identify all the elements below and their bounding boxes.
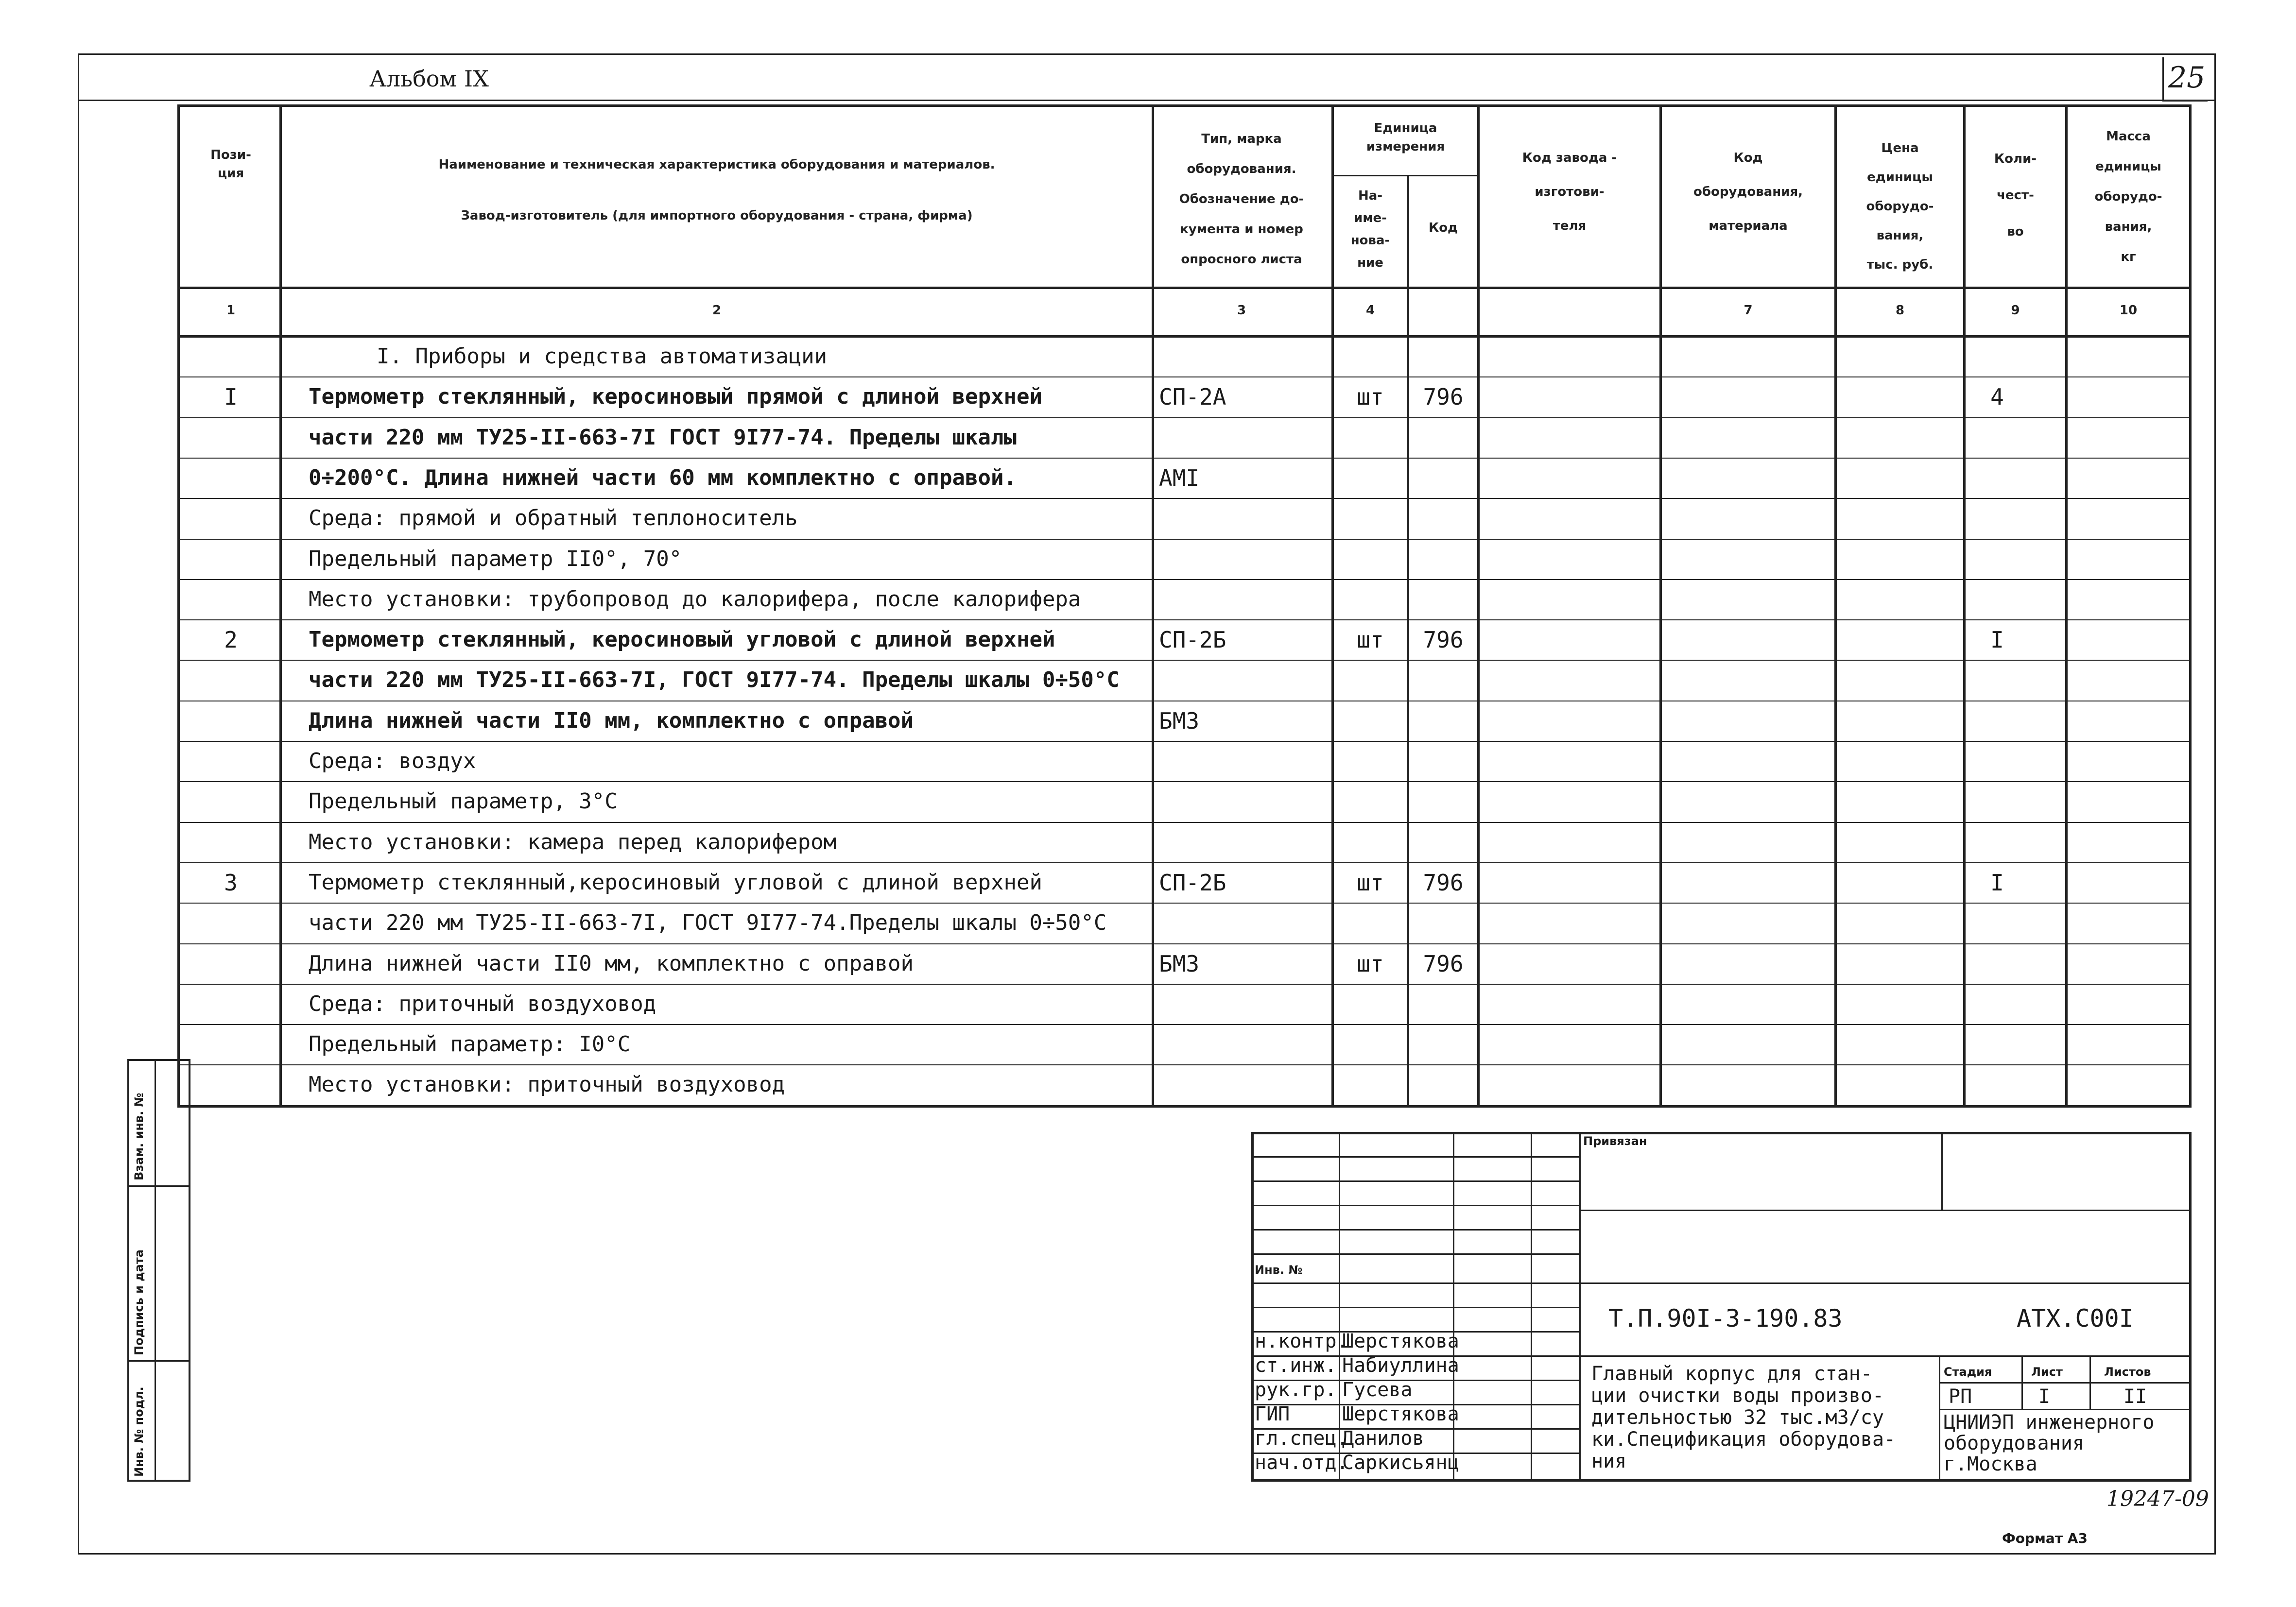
sheet-value: I xyxy=(2038,1385,2051,1408)
tb-v-r1 xyxy=(1939,1355,1940,1482)
row-name: Среда: воздух xyxy=(309,749,476,773)
row-unit: шт xyxy=(1357,627,1384,653)
colnum-3: 3 xyxy=(1237,303,1246,318)
hdr-equip-code: Код оборудования, материала xyxy=(1693,151,1803,233)
colnum-2: 2 xyxy=(712,303,722,318)
row-name: Среда: прямой и обратный теплоноситель xyxy=(309,506,798,531)
section-heading: I. Приборы и средства автоматизации xyxy=(377,344,828,369)
row-line-right xyxy=(1477,417,2192,418)
tb-h-left-6 xyxy=(1251,1307,1579,1308)
org-line: ЦНИИЭП инженерного xyxy=(1944,1411,2155,1434)
side-inv-podl: Инв. № подл. xyxy=(132,1386,146,1477)
row-line-right xyxy=(1477,498,2192,499)
signer-role: н.контр. xyxy=(1255,1330,1348,1352)
row-name: Длина нижней части II0 мм, комплектно с оправой xyxy=(309,708,914,733)
side-vzam: Взам. инв. № xyxy=(132,1093,146,1180)
unit-split xyxy=(1331,175,1477,176)
row-name: Термометр стеклянный, керосиновый прямой с длиной верхней xyxy=(309,384,1042,410)
colnum-9: 9 xyxy=(2011,303,2020,318)
signer-role: гл.спец. xyxy=(1255,1427,1348,1450)
signer-role: ст.инж. xyxy=(1255,1354,1337,1377)
row-unit: шт xyxy=(1357,950,1384,977)
inv-no-label: Инв. № xyxy=(1255,1263,1303,1277)
hdr-type: Тип, марка оборудования. Обозначение до- кумента и номер опросного листа xyxy=(1179,132,1304,267)
tb-v-r0 xyxy=(1941,1132,1943,1210)
side-stamp-h1 xyxy=(127,1185,190,1187)
hdr-unit-group: Единица измерения xyxy=(1366,121,1445,154)
col-div-8 xyxy=(1963,104,1966,1108)
row-name: 0÷200°С. Длина нижней части 60 мм комплектно с оправой. xyxy=(309,465,1017,490)
page-number: 25 xyxy=(2168,61,2206,95)
colnum-1: 1 xyxy=(226,303,236,318)
row-line-right xyxy=(1477,822,2192,823)
row-name: Место установки: камера перед калорифером xyxy=(309,829,837,855)
signer-role: ГИП xyxy=(1255,1403,1290,1425)
row-line-right xyxy=(1477,579,2192,580)
row-position: I xyxy=(224,384,238,410)
stamp-number: 19247-09 xyxy=(2106,1487,2209,1511)
privyazan-label: Привязан xyxy=(1583,1134,1647,1148)
colnum-4: 4 xyxy=(1365,303,1375,318)
row-type: СП-2Б xyxy=(1159,627,1226,653)
row-line-right xyxy=(1477,376,2192,377)
row-name: Термометр стеклянный, керосиновый угловой с длиной верхней xyxy=(309,627,1055,652)
row-line-right xyxy=(1477,862,2192,863)
description-line: Главный корпус для стан- xyxy=(1591,1363,1872,1385)
row-code: 796 xyxy=(1423,950,1464,977)
org-line: оборудования xyxy=(1944,1432,2084,1454)
tb-v4 xyxy=(1579,1132,1581,1482)
row-qty: I xyxy=(1990,627,2004,653)
col-div-5 xyxy=(1477,104,1480,1108)
hdr-unit-code: Код xyxy=(1428,221,1458,235)
sheet-label: Лист xyxy=(2031,1365,2063,1379)
row-type: БМ3 xyxy=(1159,950,1200,977)
tb-h-left-1 xyxy=(1251,1180,1579,1182)
signer-name: Набиуллина xyxy=(1342,1354,1459,1377)
row-name: Термометр стеклянный,керосиновый угловой с длиной верхней xyxy=(309,870,1042,895)
sheets-value: II xyxy=(2123,1385,2147,1408)
signer-name: Данилов xyxy=(1342,1427,1424,1450)
signer-role: нач.отд. xyxy=(1255,1452,1348,1474)
hdr-name-line2: Завод-изготовитель (для импортного оборудования - страна, фирма) xyxy=(461,208,973,223)
row-line-right xyxy=(1477,903,2192,904)
tb-h-left-4 xyxy=(1251,1253,1579,1255)
row-name: Длина нижней части II0 мм, комплектно с оправой xyxy=(309,951,914,976)
header-bottom xyxy=(177,287,2192,289)
tb-h-left-3 xyxy=(1251,1229,1579,1231)
hdr-maker-code: Код завода - изготови- теля xyxy=(1522,151,1617,233)
hdr-unit-name: На- име- нова- ние xyxy=(1350,188,1390,270)
tb-h-left-5 xyxy=(1251,1282,1579,1284)
row-line-right xyxy=(1477,943,2192,944)
row-code: 796 xyxy=(1423,384,1464,410)
row-name: Предельный параметр: I0°С xyxy=(309,1032,631,1057)
signer-name: Шерстякова xyxy=(1342,1330,1459,1352)
side-stamp-div xyxy=(155,1059,156,1482)
row-unit: шт xyxy=(1357,869,1384,896)
hdr-name-line1: Наименование и техническая характеристика оборудования и материалов. xyxy=(438,157,995,172)
row-type: БМ3 xyxy=(1159,707,1200,734)
description-line: ции очистки воды произво- xyxy=(1591,1385,1884,1407)
stage-label: Стадия xyxy=(1944,1365,1992,1379)
colnum-10: 10 xyxy=(2119,303,2138,318)
format-label: Формат А3 xyxy=(2002,1530,2088,1546)
row-line-right xyxy=(1477,539,2192,540)
signer-name: Саркисьянц xyxy=(1342,1452,1459,1474)
row-line-right xyxy=(1477,660,2192,661)
doc-code xyxy=(1608,1304,1843,1333)
row-line-right xyxy=(1477,984,2192,985)
col-div-1 xyxy=(279,104,282,1108)
side-podpis: Подпись и дата xyxy=(132,1249,146,1355)
hdr-position: Пози- ция xyxy=(210,148,251,181)
doc-code-text: Т.П.90I-3-190.83 xyxy=(1608,1304,1843,1333)
col-div-6 xyxy=(1659,104,1662,1108)
row-line-right xyxy=(1477,619,2192,620)
tb-h-r2 xyxy=(1579,1282,2192,1284)
row-name: части 220 мм ТУ25-II-663-7I, ГОСТ 9I77-74.Пределы шкалы 0÷50°С xyxy=(309,910,1107,936)
row-name: Место установки: трубопровод до калорифера, после калорифера xyxy=(309,586,1081,612)
tb-h-r4 xyxy=(1939,1382,2192,1384)
tb-h-r3 xyxy=(1579,1355,2192,1357)
row-position: 2 xyxy=(224,627,238,653)
row-name: части 220 мм ТУ25-II-663-7I ГОСТ 9I77-74. Пределы шкалы xyxy=(309,425,1017,450)
row-code: 796 xyxy=(1423,627,1464,653)
row-qty: 4 xyxy=(1990,384,2004,410)
signer-name: Гусева xyxy=(1342,1379,1413,1401)
org-line: г.Москва xyxy=(1944,1453,2037,1475)
row-line-right xyxy=(1477,1024,2192,1025)
row-name: Предельный параметр, 3°С xyxy=(309,789,618,814)
row-name: Среда: приточный воздуховод xyxy=(309,991,656,1016)
tb-h-r5 xyxy=(1939,1409,2192,1410)
tb-h-r1 xyxy=(1579,1210,2192,1211)
hdr-qty: Коли- чест- во xyxy=(1994,152,2037,239)
colnum-7: 7 xyxy=(1744,303,1753,318)
sheet-code: АТХ.С00I xyxy=(2017,1304,2134,1333)
row-unit: шт xyxy=(1357,384,1384,410)
row-line-right xyxy=(1477,741,2192,742)
signer-role: рук.гр. xyxy=(1255,1379,1337,1401)
signer-name: Шерстякова xyxy=(1342,1403,1459,1425)
tb-v-r2 xyxy=(2021,1355,2023,1409)
row-type: АМI xyxy=(1159,464,1200,491)
row-qty: I xyxy=(1990,869,2004,896)
description-line: дительностью 32 тыс.м3/су xyxy=(1591,1406,1884,1429)
tb-h-left-2 xyxy=(1251,1205,1579,1206)
hdr-mass: Масса единицы оборудо- вания, кг xyxy=(2094,129,2162,264)
row-line-right xyxy=(1477,458,2192,459)
row-line-right xyxy=(1477,781,2192,782)
description-line: ки.Спецификация оборудова- xyxy=(1591,1428,1896,1451)
row-name: Предельный параметр II0°, 70° xyxy=(309,546,682,571)
description-line: ния xyxy=(1591,1450,1627,1472)
top-rule xyxy=(78,100,2216,101)
side-stamp-h2 xyxy=(127,1360,190,1362)
tb-h-left-0 xyxy=(1251,1156,1579,1158)
row-position: 3 xyxy=(224,869,238,896)
row-code: 796 xyxy=(1423,869,1464,896)
colnum-8: 8 xyxy=(1895,303,1905,318)
row-type: СП-2А xyxy=(1159,384,1226,410)
row-line-right xyxy=(1477,1064,2192,1065)
row-name: части 220 мм ТУ25-II-663-7I, ГОСТ 9I77-74. Пределы шкалы 0÷50°С xyxy=(309,667,1120,693)
album-label: Альбом IX xyxy=(369,66,489,92)
row-name: Место установки: приточный воздуховод xyxy=(309,1072,785,1097)
sheets-label: Листов xyxy=(2104,1365,2151,1379)
hdr-price: Цена единицы оборудо- вания, тыс. руб. xyxy=(1866,141,1934,272)
tb-v-r3 xyxy=(2089,1355,2091,1409)
stage-value: РП xyxy=(1949,1385,1972,1408)
row-type: СП-2Б xyxy=(1159,869,1226,896)
